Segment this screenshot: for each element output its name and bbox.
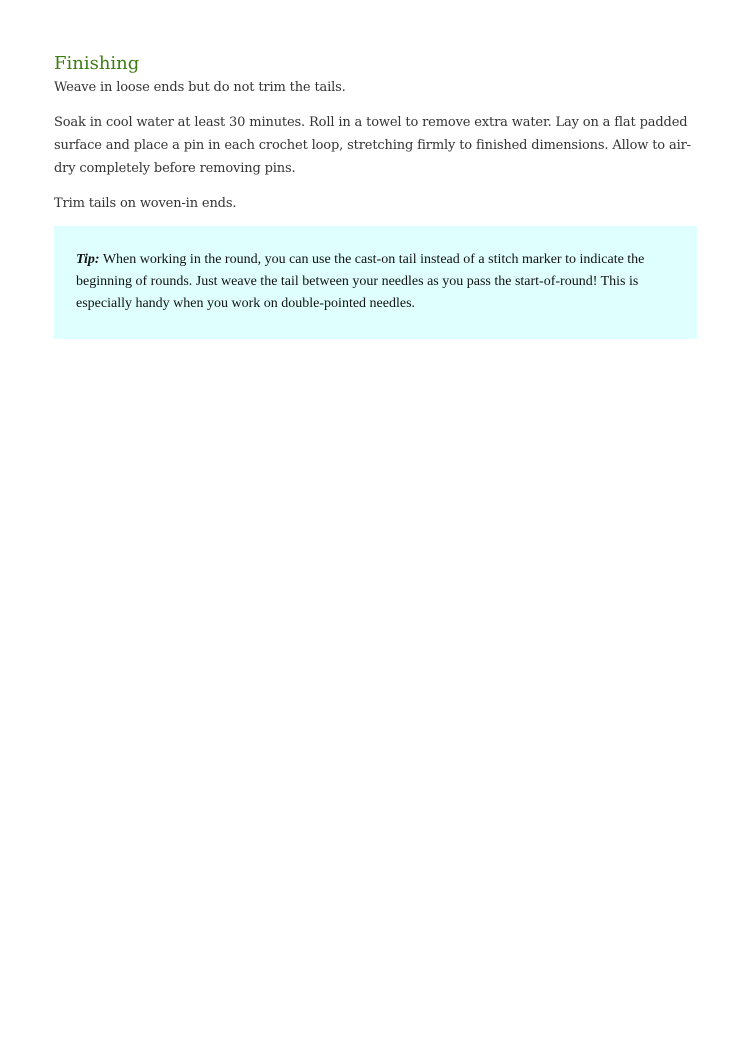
tip-callout [54, 226, 697, 339]
tip-label: Tip: [76, 252, 100, 267]
tip-body: When working in the round, you can use the cast-on tail instead of a stitch marker to indicate the beginning of rounds. Just weave the tail between your needles as you pass the start-of-round! This is especially handy when you work on double-pointed needles. [76, 252, 645, 311]
paragraph-soak-block: Soak in cool water at least 30 minutes. Roll in a towel to remove extra water. Lay on a flat padded surface and place a pin in each crochet loop, stretching firmly to finished dimensions. Allow to air-dry completely before removing pins. [54, 115, 691, 176]
finishing-section [54, 52, 697, 339]
paragraph-trim-tails: Trim tails on woven-in ends. [54, 196, 237, 211]
section-heading: Finishing [54, 53, 140, 74]
tip-content [76, 249, 675, 315]
paragraph-weave-ends: Weave in loose ends but do not trim the tails. [54, 80, 346, 95]
